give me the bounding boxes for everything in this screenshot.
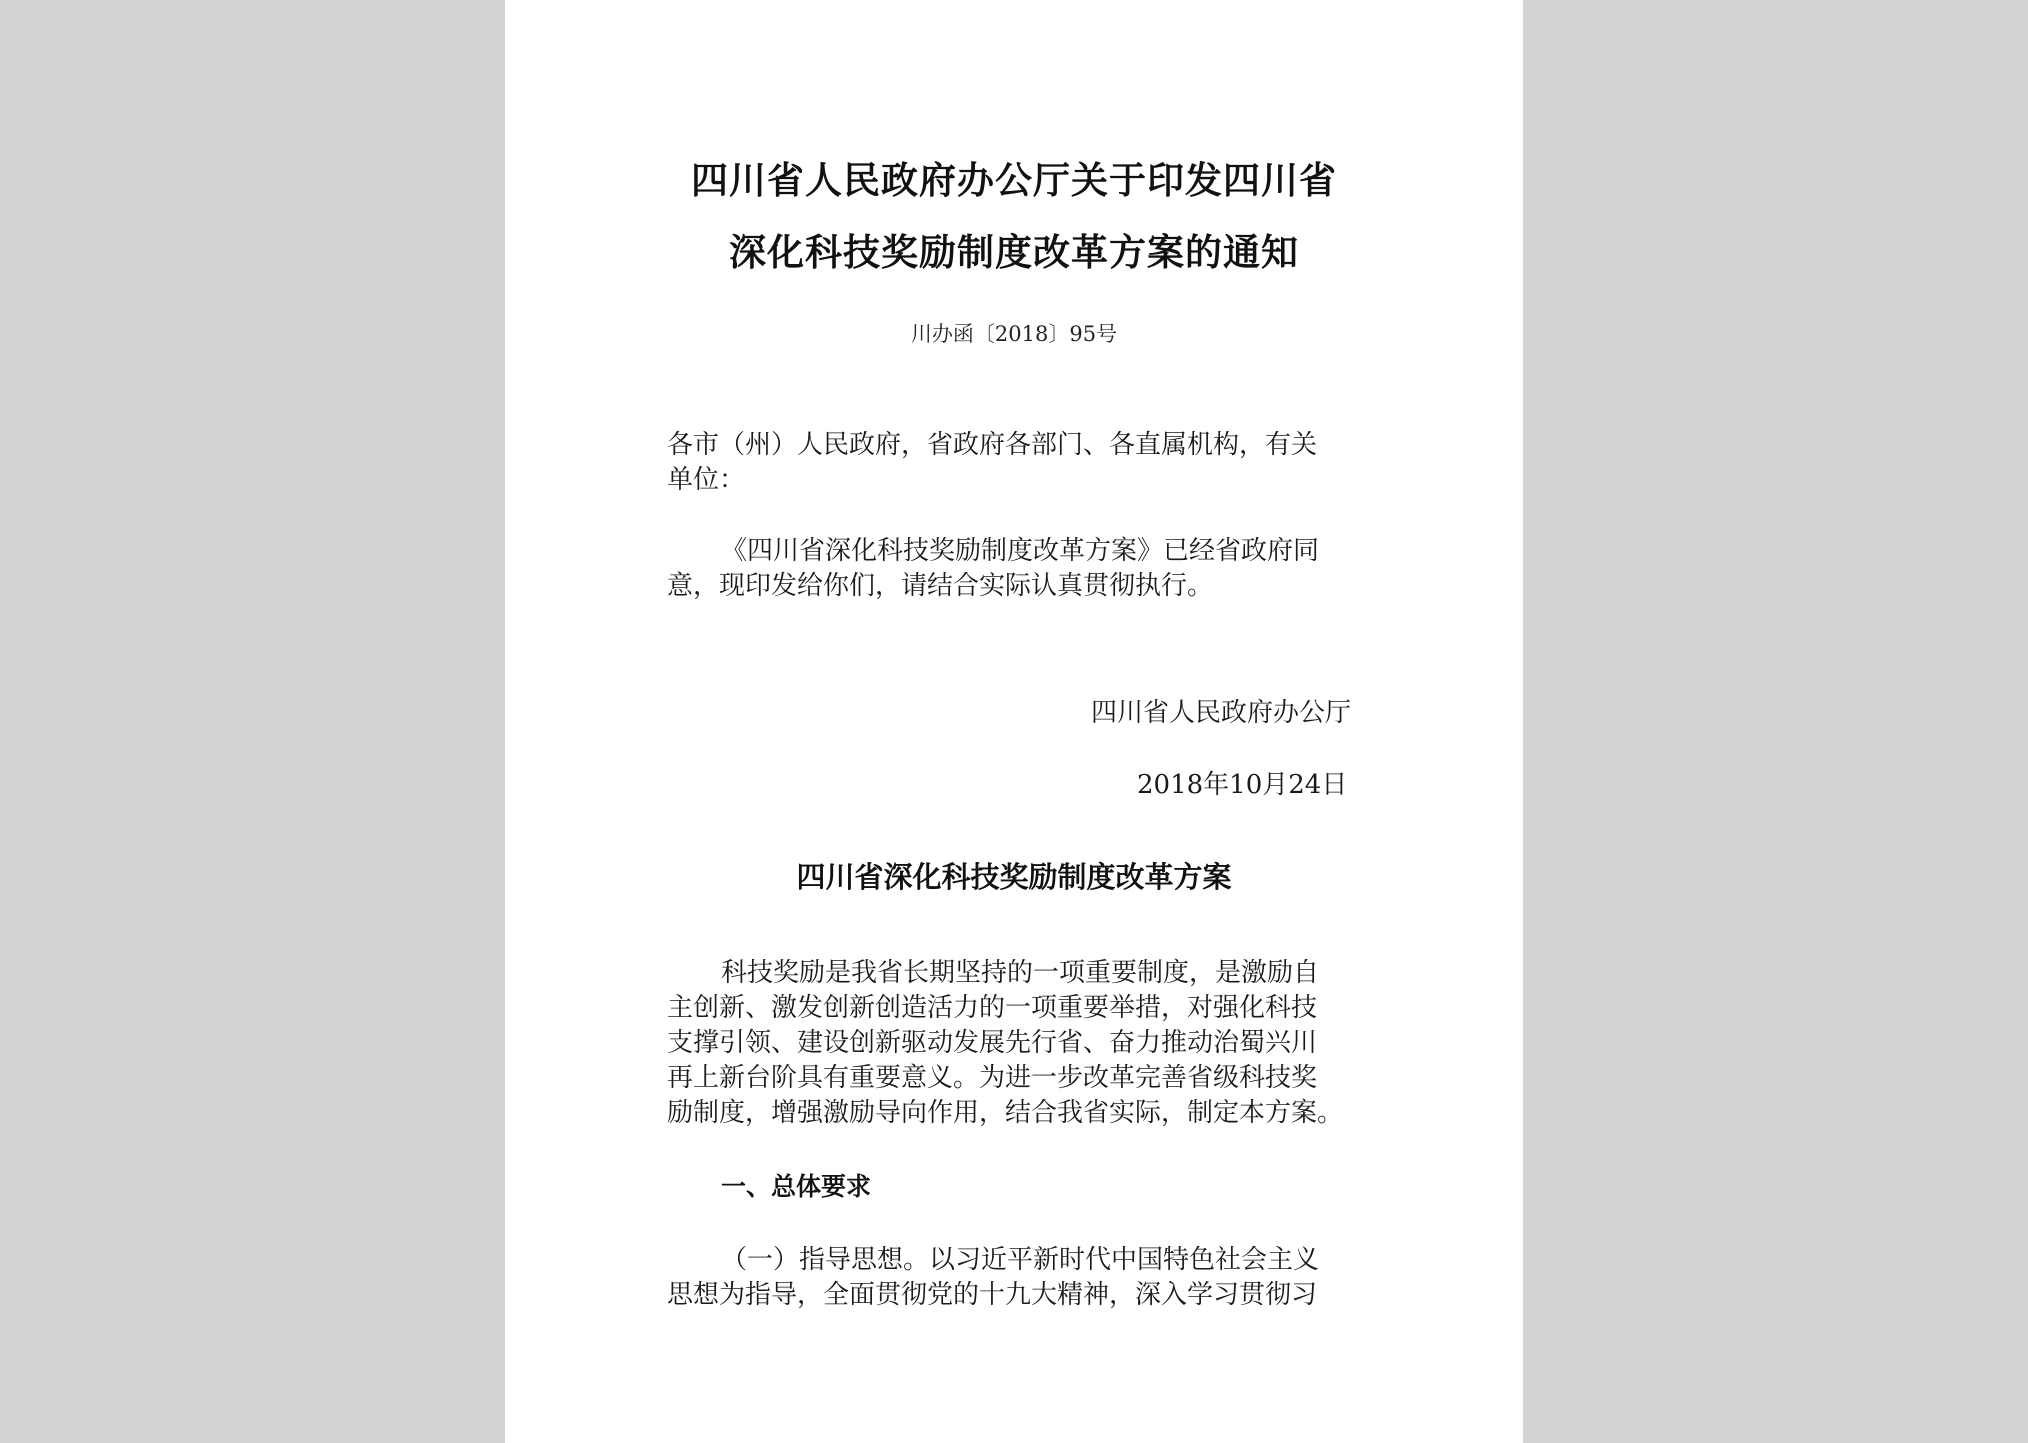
addressee-line-1: 各市（州）人民政府，省政府各部门、各直属机构，有关 xyxy=(667,430,1318,460)
guiding-line: （一）指导思想。以习近平新时代中国特色社会主义 xyxy=(721,1245,1320,1275)
issuer-signature: 四川省人民政府办公厅 xyxy=(1091,698,1352,728)
addressee-line-2: 单位： xyxy=(667,465,746,495)
intro-line: 支撑引领、建设创新驱动发展先行省、奋力推动治蜀兴川 xyxy=(667,1028,1318,1058)
notice-line-2: 意，现印发给你们，请结合实际认真贯彻执行。 xyxy=(667,571,1214,601)
intro-line: 再上新台阶具有重要意义。为进一步改革完善省级科技奖 xyxy=(667,1063,1318,1093)
intro-line: 主创新、激发创新创造活力的一项重要举措，对强化科技 xyxy=(667,993,1318,1023)
plan-title: 四川省深化科技奖励制度改革方案 xyxy=(796,860,1232,894)
document-title-line-1: 四川省人民政府办公厅关于印发四川省 xyxy=(691,159,1337,202)
notice-line-1: 《四川省深化科技奖励制度改革方案》已经省政府同 xyxy=(721,536,1320,566)
intro-line: 励制度，增强激励导向作用，结合我省实际，制定本方案。 xyxy=(667,1098,1344,1128)
section-heading-general-requirements: 一、总体要求 xyxy=(721,1172,872,1201)
issue-date: 2018年10月24日 xyxy=(1137,770,1348,800)
document-number: 川办函〔2018〕95号 xyxy=(910,322,1118,346)
document-title-line-2: 深化科技奖励制度改革方案的通知 xyxy=(729,231,1299,274)
intro-line: 科技奖励是我省长期坚持的一项重要制度，是激励自 xyxy=(721,958,1320,988)
guiding-line: 思想为指导，全面贯彻党的十九大精神，深入学习贯彻习 xyxy=(667,1280,1318,1310)
document-page xyxy=(505,0,1523,1443)
